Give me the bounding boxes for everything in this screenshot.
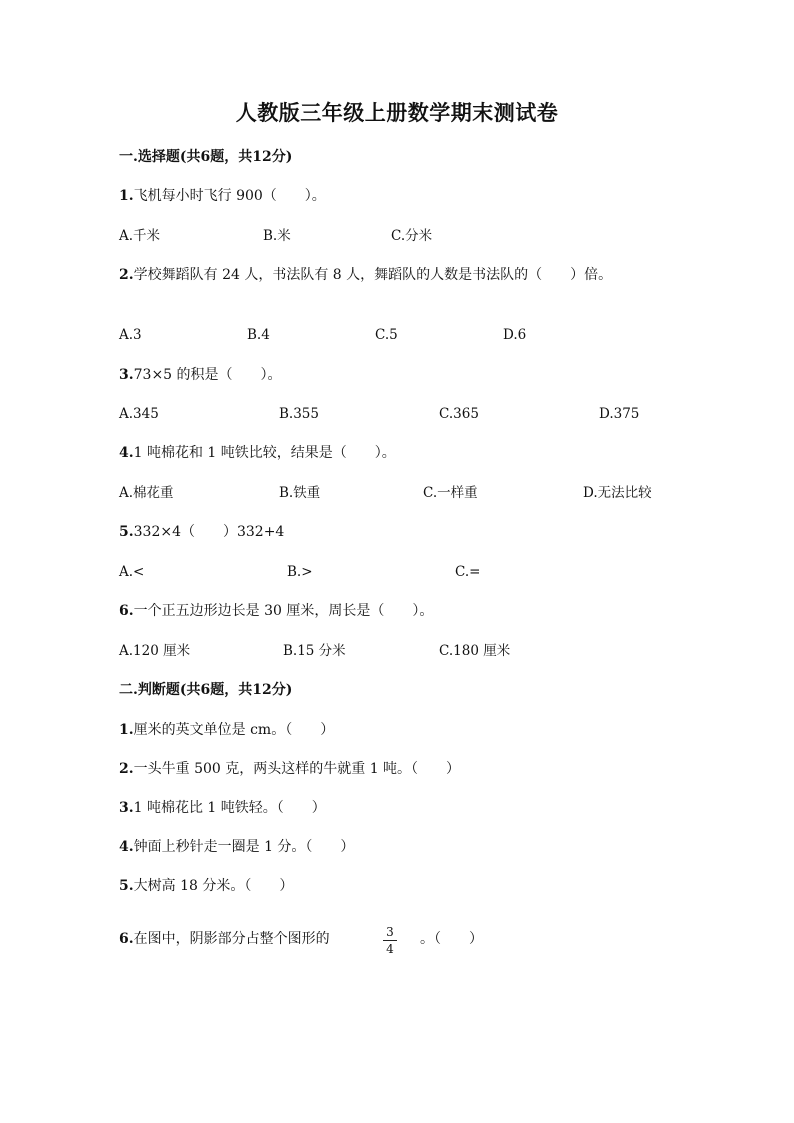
choice-question-5 [119,522,284,542]
choice-question-4 [119,443,396,463]
judgement-question-3 [119,798,326,818]
option-a: A.345 [119,406,159,422]
option-c: C.一样重 [423,485,478,501]
question-number: 2. [119,267,134,283]
question-number: 1. [119,722,134,738]
question-text: 飞机每小时飞行 900（ ）。 [133,188,326,204]
option-b: B.> [287,564,313,580]
option-b: B.355 [279,406,319,422]
option-a: A.千米 [119,228,161,244]
option-a: A.120 厘米 [119,643,191,659]
option-d: D.无法比较 [583,485,652,501]
question-number: 3. [119,367,134,383]
option-b: B.15 分米 [283,643,346,659]
question-number: 5. [119,524,134,540]
question-number: 3. [119,800,134,816]
fraction-denominator: 4 [386,942,394,956]
question-number: 4. [119,445,134,461]
option-c: C.365 [439,406,479,422]
question-text: 在图中，阴影部分占整个图形的 [133,931,330,947]
judgement-question-2 [119,759,460,779]
section-heading-choice: 一.选择题(共6题，共12分) [119,149,293,165]
option-b: B.米 [263,228,291,244]
question-number: 6. [119,603,134,619]
question-text: 大树高 18 分米。（ ） [133,878,294,894]
option-c: C.5 [375,327,398,343]
question-number: 6. [119,931,134,947]
question-text: 钟面上秒针走一圈是 1 分。（ ） [133,839,355,855]
question-number: 4. [119,839,134,855]
judgement-question-1 [119,720,334,740]
section-heading-judgement: 二.判断题(共6题，共12分) [119,682,293,698]
question-text: 学校舞蹈队有 24 人，书法队有 8 人，舞蹈队的人数是书法队的（ ）倍。 [133,267,613,283]
option-a: A.3 [119,327,142,343]
fraction [383,925,397,956]
choice-question-6 [119,601,433,621]
option-b: B.4 [247,327,270,343]
question-text: 厘米的英文单位是 cm。（ ） [133,722,335,738]
question-text: 73×5 的积是（ ）。 [133,367,282,383]
fraction-bar [383,940,397,941]
question-number: 5. [119,878,134,894]
choice-question-1 [119,186,326,206]
choice-question-3 [119,365,282,385]
judgement-question-4 [119,837,354,857]
question-number: 2. [119,761,134,777]
judgement-question-6 [119,929,330,949]
question-text: 332×4（ ）332+4 [133,524,285,540]
option-b: B.铁重 [279,485,321,501]
option-a: A.< [119,564,145,580]
question-tail: 。（ ） [420,931,483,947]
question-text: 1 吨棉花和 1 吨铁比较，结果是（ ）。 [133,445,396,461]
question-text: 一个正五边形边长是 30 厘米，周长是（ ）。 [133,603,434,619]
judgement-question-5 [119,876,293,896]
question-text: 1 吨棉花比 1 吨铁轻。（ ） [133,800,326,816]
option-c: C.= [455,564,481,580]
option-a: A.棉花重 [119,485,174,501]
option-c: C.分米 [391,228,433,244]
option-d: D.375 [599,406,640,422]
option-d: D.6 [503,327,527,343]
question-number: 1. [119,188,134,204]
option-c: C.180 厘米 [439,643,511,659]
question-text: 一头牛重 500 克，两头这样的牛就重 1 吨。（ ） [133,761,461,777]
page-title: 人教版三年级上册数学期末测试卷 [235,100,559,125]
fraction-numerator: 3 [386,925,394,939]
choice-question-2 [119,265,612,285]
